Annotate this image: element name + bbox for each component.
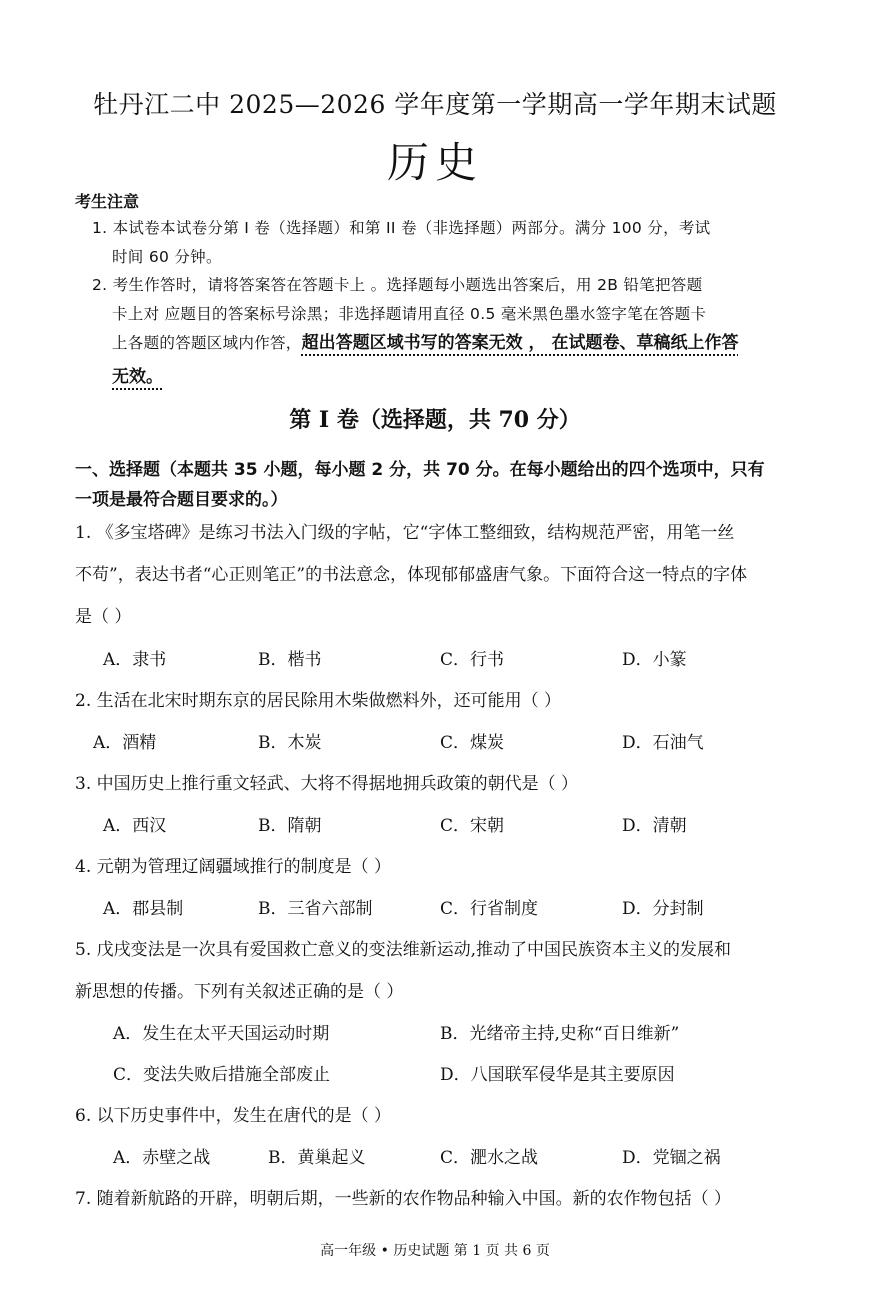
question-5-option-d: D．八国联军侵华是其主要原因 bbox=[440, 1065, 675, 1085]
question-4-line-1: 4. 元朝为管理辽阔疆域推行的制度是（ ） bbox=[75, 857, 392, 877]
question-3-option-d: D．清朝 bbox=[622, 816, 687, 836]
question-4-option-c: C．行省制度 bbox=[440, 899, 539, 919]
question-5-option-b: B．光绪帝主持,史称“百日维新” bbox=[440, 1024, 680, 1044]
question-1-option-b: B．楷书 bbox=[258, 650, 322, 670]
question-2-option-c: C．煤炭 bbox=[440, 733, 505, 753]
question-3-option-c: C．宋朝 bbox=[440, 816, 505, 836]
question-2-option-a: A．酒精 bbox=[93, 733, 157, 753]
question-7-line-1: 7. 随着新航路的开辟，明朝后期，一些新的农作物品种输入中国。新的农作物包括（ ） bbox=[75, 1189, 732, 1209]
question-3-option-b: B．隋朝 bbox=[258, 816, 322, 836]
question-2-option-d: D．石油气 bbox=[622, 733, 704, 753]
page-footer: 高一年级 • 历史试题 第 1 页 共 6 页 bbox=[320, 1243, 550, 1259]
question-6-line-1: 6. 以下历史事件中，发生在唐代的是（ ） bbox=[75, 1106, 392, 1126]
section-1-instructions-line-1: 一、选择题（本题共 35 小题，每小题 2 分，共 70 分。在每小题给出的四个选项中，只有 bbox=[75, 460, 765, 480]
question-1-line-2: 不苟”，表达书者“心正则笔正”的书法意念，体现郁郁盛唐气象。下面符合这一特点的字体 bbox=[75, 565, 748, 585]
question-6-option-a: A．赤壁之战 bbox=[113, 1148, 211, 1168]
question-4-option-d: D．分封制 bbox=[622, 899, 704, 919]
question-2-option-b: B．木炭 bbox=[258, 733, 322, 753]
notice-item-2-line-3-text: 上各题的答题区域内作答， bbox=[112, 334, 302, 352]
question-2-line-1: 2. 生活在北宋时期东京的居民除用木柴做燃料外，还可能用（ ） bbox=[75, 691, 562, 711]
question-3-line-1: 3. 中国历史上推行重文轻武、大将不得据地拥兵政策的朝代是（ ） bbox=[75, 774, 579, 794]
question-1-line-3: 是（ ） bbox=[75, 607, 132, 627]
notice-item-2-line-3 bbox=[112, 328, 738, 353]
question-5-option-c: C．变法失败后措施全部废止 bbox=[113, 1065, 331, 1085]
notice-item-1-line-1: 1. 本试卷本试卷分第 I 卷（选择题）和第 II 卷（非选择题）两部分。满分 100 分，考试 bbox=[92, 219, 711, 237]
question-1-option-c: C．行书 bbox=[440, 650, 505, 670]
question-4-option-a: A．郡县制 bbox=[103, 899, 184, 919]
section-1-instructions-line-2: 一项是最符合题目要求的。） bbox=[75, 490, 288, 510]
notice-emphasis-text: 超出答题区域书写的答案无效 ， 在试题卷、草稿纸上作答 bbox=[301, 333, 739, 353]
question-1-line-1: 1. 《多宝塔碑》是练习书法入门级的字帖，它“字体工整细致，结构规范严密，用笔一丝 bbox=[75, 523, 735, 543]
notice-item-2-line-1: 2. 考生作答时，请将答案答在答题卡上 。选择题每小题选出答案后，用 2B 铅笔把答题 bbox=[92, 276, 703, 294]
notice-item-2-line-2: 卡上对 应题目的答案标号涂黑；非选择题请用直径 0.5 毫米黑色墨水签字笔在答题卡 bbox=[112, 305, 707, 323]
question-4-option-b: B．三省六部制 bbox=[258, 899, 373, 919]
question-5-line-1: 5. 戊戌变法是一次具有爱国救亡意义的变法维新运动,推动了中国民族资本主义的发展和 bbox=[75, 940, 732, 960]
part-1-heading: 第 I 卷（选择题，共 70 分） bbox=[289, 407, 581, 433]
question-6-option-b: B．黄巢起义 bbox=[268, 1148, 366, 1168]
notice-heading: 考生注意 bbox=[75, 192, 140, 211]
question-5-line-2: 新思想的传播。下列有关叙述正确的是（ ） bbox=[75, 982, 404, 1002]
question-3-option-a: A．西汉 bbox=[103, 816, 167, 836]
notice-emphasis-end: 无效。 bbox=[112, 367, 163, 387]
question-6-option-d: D．党锢之祸 bbox=[622, 1148, 721, 1168]
notice-item-1-line-2: 时间 60 分钟。 bbox=[112, 248, 222, 266]
question-5-option-a: A．发生在太平天国运动时期 bbox=[113, 1024, 330, 1044]
question-6-option-c: C．淝水之战 bbox=[440, 1148, 539, 1168]
subject-title: 历史 bbox=[386, 138, 483, 187]
question-1-option-d: D．小篆 bbox=[622, 650, 687, 670]
exam-title: 牡丹江二中 2025—2026 学年度第一学期高一学年期末试题 bbox=[93, 90, 777, 119]
question-1-option-a: A．隶书 bbox=[103, 650, 167, 670]
